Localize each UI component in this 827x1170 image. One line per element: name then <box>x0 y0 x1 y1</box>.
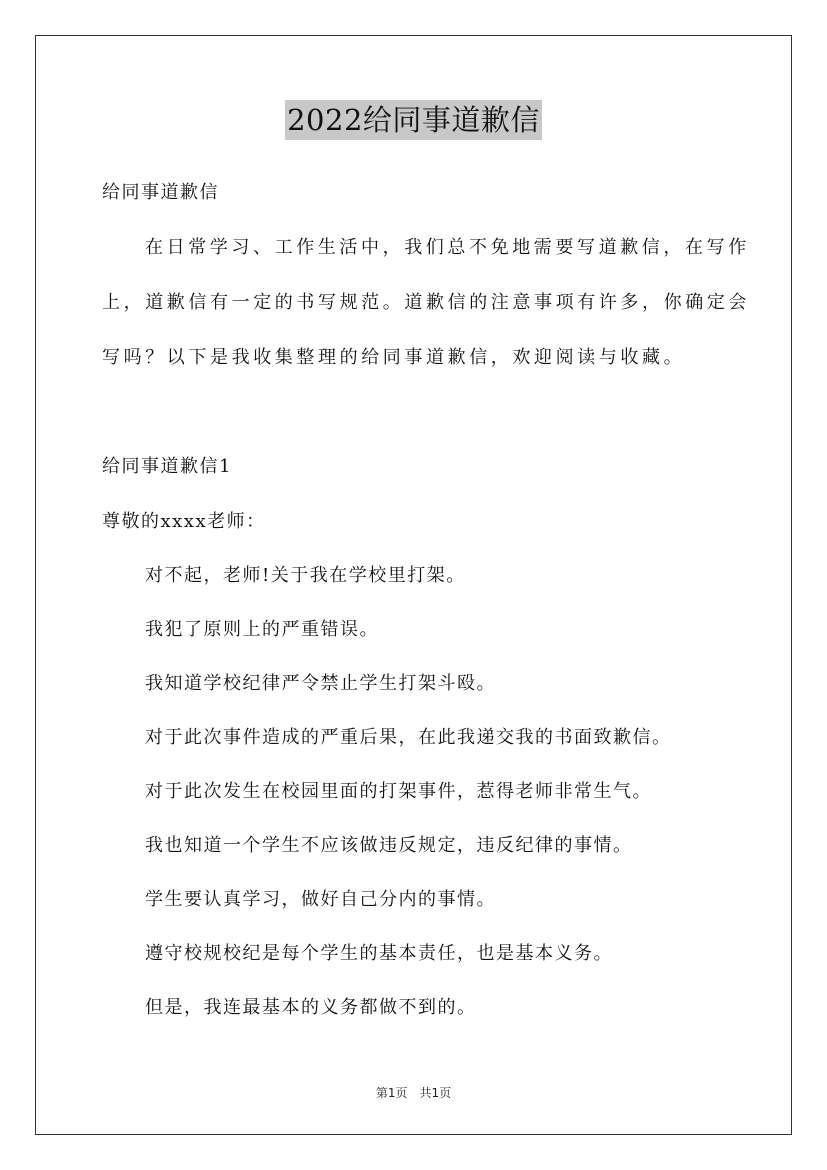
paragraph: 对于此次事件造成的严重后果，在此我递交我的书面致歉信。 <box>145 727 672 748</box>
document-subtitle: 给同事道歉信 <box>102 182 219 203</box>
section-heading: 给同事道歉信1 <box>102 456 232 477</box>
salutation: 尊敬的xxxx老师： <box>102 511 266 532</box>
paragraph: 我犯了原则上的严重错误。 <box>145 619 379 640</box>
paragraph: 遵守校规校纪是每个学生的基本责任，也是基本义务。 <box>145 943 613 964</box>
intro-line-1: 在日常学习、工作生活中，我们总不免地需要写道歉信，在写作 <box>145 237 750 258</box>
page-number: 第1页 共1页 <box>375 1086 452 1100</box>
paragraph: 我也知道一个学生不应该做违反规定，违反纪律的事情。 <box>145 835 633 856</box>
intro-line-2: 上，道歉信有一定的书写规范。道歉信的注意事项有许多，你确定会 <box>102 292 750 313</box>
title-container <box>0 100 827 140</box>
intro-line-3: 写吗？以下是我收集整理的给同事道歉信，欢迎阅读与收藏。 <box>102 347 686 368</box>
paragraph: 对不起，老师!关于我在学校里打架。 <box>145 565 466 586</box>
paragraph: 对于此次发生在校园里面的打架事件，惹得老师非常生气。 <box>145 781 652 802</box>
paragraph: 我知道学校纪律严令禁止学生打架斗殴。 <box>145 673 496 694</box>
document-title: 2022给同事道歉信 <box>285 100 542 140</box>
paragraph: 学生要认真学习，做好自己分内的事情。 <box>145 889 496 910</box>
paragraph: 但是，我连最基本的义务都做不到的。 <box>145 997 477 1018</box>
